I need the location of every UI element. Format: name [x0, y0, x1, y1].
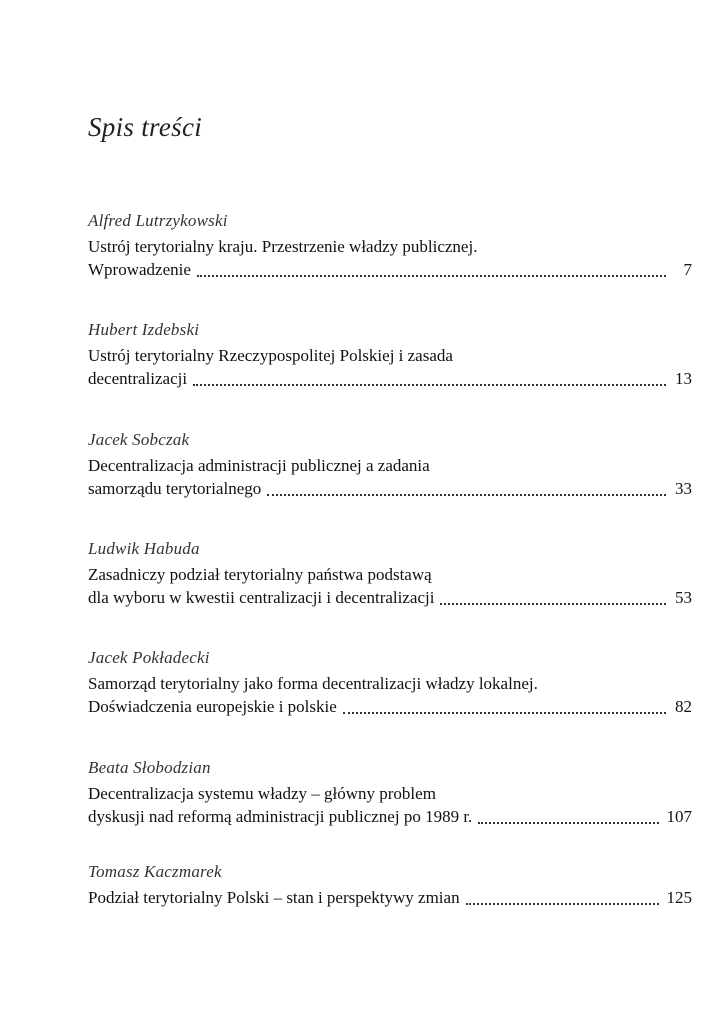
toc-author: Beata Słobodzian [88, 758, 211, 777]
toc-dot-leader [343, 712, 666, 714]
toc-dot-leader [478, 822, 658, 824]
toc-title-text: samorządu terytorialnego [88, 479, 262, 498]
toc-title-text: decentralizacji [88, 369, 188, 388]
toc-title-text: Wprowadzenie [88, 260, 191, 279]
toc-title-last-line [88, 695, 692, 718]
page-title: Spis treści [88, 112, 203, 142]
toc-title-last-line [88, 805, 692, 828]
toc-entry [88, 210, 692, 281]
toc-page-number: 53 [675, 588, 692, 607]
toc-title-last-line [88, 258, 692, 281]
toc-title-line: Ustrój terytorialny Rzeczypospolitej Polskiej i zasada [88, 346, 453, 365]
toc-author: Ludwik Habuda [88, 539, 200, 558]
toc-entry [88, 757, 692, 828]
toc-dot-leader [193, 384, 666, 386]
toc-title-line: Decentralizacja systemu władzy – główny problem [88, 784, 436, 803]
toc-entry [88, 861, 692, 909]
toc-dot-leader [267, 494, 666, 496]
toc-page-number: 107 [666, 807, 692, 826]
toc-entry [88, 429, 692, 500]
toc-author: Jacek Sobczak [88, 430, 190, 449]
toc-author: Alfred Lutrzykowski [88, 211, 228, 230]
toc-title-text: Podział terytorialny Polski – stan i perspektywy zmian [88, 888, 460, 907]
toc-title-line: Decentralizacja administracji publicznej a zadania [88, 456, 430, 475]
toc-title-text: dyskusji nad reformą administracji publicznej po 1989 r. [88, 807, 473, 826]
toc-title-text: Doświadczenia europejskie i polskie [88, 697, 337, 716]
toc-title-line: Zasadniczy podział terytorialny państwa podstawą [88, 565, 432, 584]
toc-page-number: 13 [675, 369, 692, 388]
toc-page-number: 82 [675, 697, 692, 716]
toc-title-last-line [88, 586, 692, 609]
toc-dot-leader [197, 275, 666, 277]
toc-page-number: 125 [666, 888, 692, 907]
toc-title-last-line [88, 367, 692, 390]
toc-title-line: Samorząd terytorialny jako forma decentralizacji władzy lokalnej. [88, 674, 538, 693]
toc-page-number: 7 [683, 260, 692, 279]
toc-dot-leader [440, 603, 666, 605]
toc-entry [88, 538, 692, 609]
toc-author: Jacek Pokładecki [88, 648, 210, 667]
toc-entry [88, 647, 692, 718]
toc-author: Hubert Izdebski [88, 320, 200, 339]
toc-title-text: dla wyboru w kwestii centralizacji i decentralizacji [88, 588, 435, 607]
toc-page-number: 33 [675, 479, 692, 498]
toc-title-last-line [88, 886, 692, 909]
toc-title-last-line [88, 477, 692, 500]
toc-author: Tomasz Kaczmarek [88, 862, 222, 881]
toc-entry [88, 319, 692, 390]
toc-dot-leader [466, 903, 659, 905]
toc-title-line: Ustrój terytorialny kraju. Przestrzenie władzy publicznej. [88, 237, 478, 256]
